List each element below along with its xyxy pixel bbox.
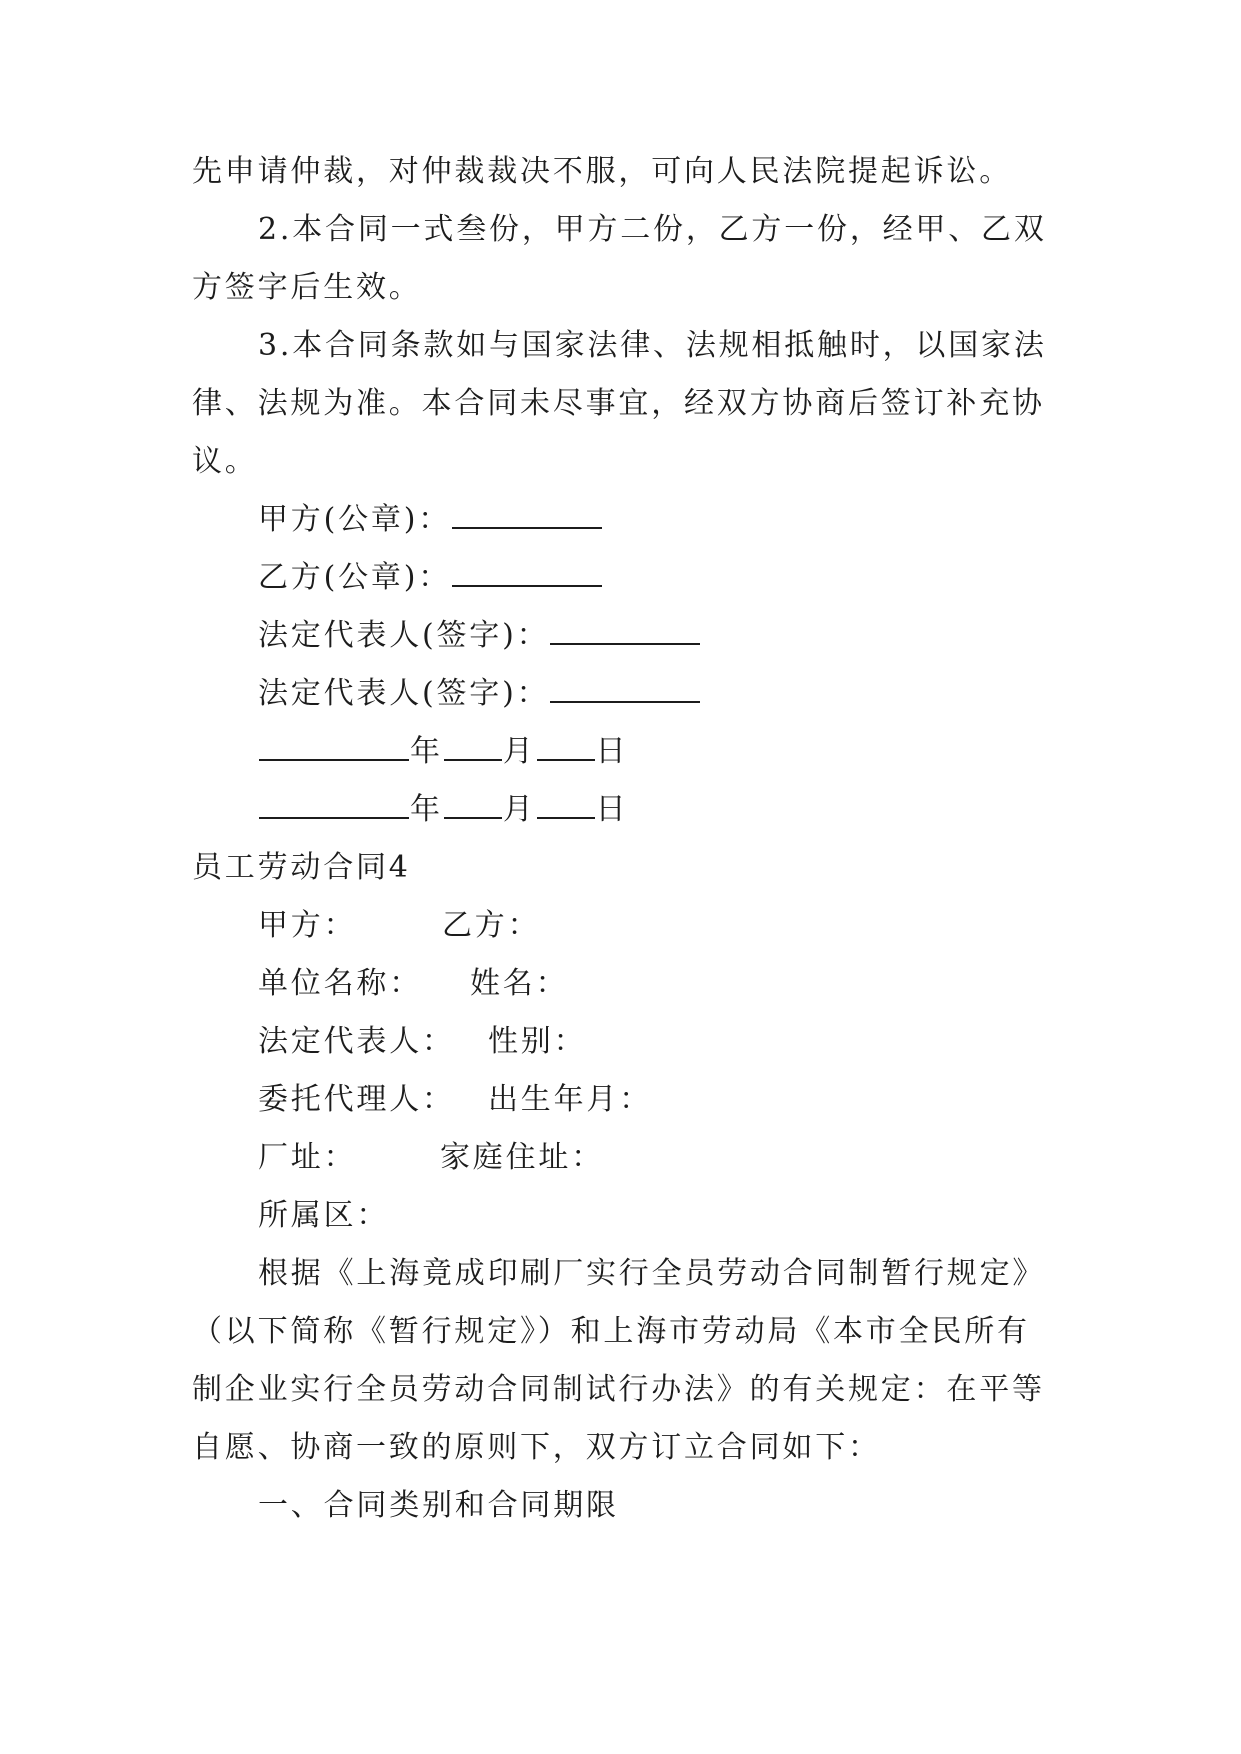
year-label: 年 bbox=[410, 734, 443, 769]
month-blank bbox=[444, 733, 502, 761]
signature-blank bbox=[550, 675, 700, 703]
signature-blank bbox=[550, 617, 700, 645]
legal-rep-row bbox=[258, 1022, 1054, 1062]
legal-rep-label: 法定代表人： bbox=[258, 1024, 455, 1059]
paragraph-line: 律、法规为准。本合同未尽事宜，经双方协商后签订补充协 bbox=[192, 386, 1045, 421]
paragraph-line: 方签字后生效。 bbox=[192, 270, 422, 305]
signature-label: 法定代表人(签字)： bbox=[258, 676, 550, 711]
month-blank bbox=[444, 791, 502, 819]
paragraph-line: 2.本合同一式叁份，甲方二份，乙方一份，经甲、乙双 bbox=[258, 212, 1047, 247]
paragraph-line: 制企业实行全员劳动合同制试行办法》的有关规定：在平等 bbox=[192, 1372, 1045, 1407]
birth-label: 出生年月： bbox=[488, 1082, 652, 1117]
year-blank bbox=[259, 733, 409, 761]
year-blank bbox=[259, 791, 409, 819]
contract-title: 员工劳动合同4 bbox=[192, 850, 411, 885]
unit-name-row bbox=[258, 964, 1054, 1004]
day-blank bbox=[537, 733, 595, 761]
date-line-2 bbox=[258, 790, 1054, 830]
paragraph-line: 自愿、协商一致的原则下，双方订立合同如下： bbox=[192, 1430, 881, 1465]
day-label: 日 bbox=[595, 792, 629, 827]
signature-line-legal-rep-1 bbox=[258, 616, 1054, 656]
address-row bbox=[258, 1138, 1054, 1178]
agent-label: 委托代理人： bbox=[258, 1082, 455, 1117]
signature-blank bbox=[452, 559, 602, 587]
party-a-label: 甲方： bbox=[258, 908, 357, 943]
unit-name-label: 单位名称： bbox=[258, 966, 422, 1001]
paragraph-line: 议。 bbox=[192, 444, 258, 479]
date-line-1 bbox=[258, 732, 1054, 772]
district-label: 所属区： bbox=[258, 1198, 390, 1233]
paragraph-line: 先申请仲裁，对仲裁裁决不服，可向人民法院提起诉讼。 bbox=[192, 154, 1012, 189]
name-label: 姓名： bbox=[470, 966, 569, 1001]
month-label: 月 bbox=[502, 792, 536, 827]
day-blank bbox=[537, 791, 595, 819]
agent-row bbox=[258, 1080, 1054, 1120]
signature-label: 甲方(公章)： bbox=[258, 502, 452, 537]
party-b-label: 乙方： bbox=[442, 908, 541, 943]
paragraph-line: 根据《上海竟成印刷厂实行全员劳动合同制暂行规定》 bbox=[258, 1256, 1046, 1291]
paragraph-line: （以下简称《暂行规定》）和上海市劳动局《本市全民所有 bbox=[192, 1314, 1030, 1349]
year-label: 年 bbox=[410, 792, 443, 827]
signature-label: 法定代表人(签字)： bbox=[258, 618, 550, 653]
party-row bbox=[258, 906, 1054, 946]
home-address-label: 家庭住址： bbox=[440, 1140, 604, 1175]
paragraph-line: 3.本合同条款如与国家法律、法规相抵触时，以国家法 bbox=[258, 328, 1047, 363]
signature-line-legal-rep-2 bbox=[258, 674, 1054, 714]
section-heading: 一、合同类别和合同期限 bbox=[258, 1488, 619, 1523]
signature-line-party-a bbox=[258, 500, 1054, 540]
gender-label: 性别： bbox=[488, 1024, 587, 1059]
signature-line-party-b bbox=[258, 558, 1054, 598]
month-label: 月 bbox=[502, 734, 536, 769]
signature-label: 乙方(公章)： bbox=[258, 560, 452, 595]
day-label: 日 bbox=[595, 734, 629, 769]
factory-address-label: 厂址： bbox=[258, 1140, 357, 1175]
signature-blank bbox=[452, 501, 602, 529]
